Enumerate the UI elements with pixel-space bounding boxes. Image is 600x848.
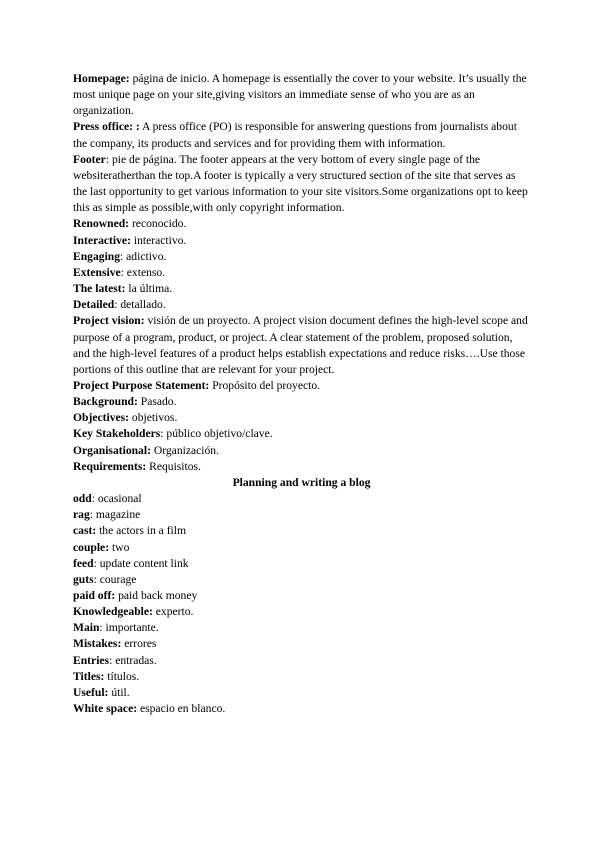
glossary-definition: : importante. (99, 621, 159, 635)
glossary-entry (73, 216, 530, 232)
glossary-definition: : magazine (89, 508, 141, 522)
glossary-definition: : update content link (93, 556, 189, 570)
glossary-definition: two (109, 540, 130, 554)
glossary-term: Project vision: (73, 314, 145, 328)
glossary-entry (73, 620, 530, 636)
glossary-term: Interactive: (73, 233, 131, 247)
glossary-definition: : ocasional (91, 492, 142, 506)
glossary-entry (73, 653, 530, 669)
glossary-definition: : entradas. (109, 653, 157, 667)
glossary-term: Footer (73, 152, 106, 166)
glossary-definition: : courage (93, 572, 137, 586)
glossary-entry (73, 459, 530, 475)
glossary-entry (73, 152, 530, 217)
section-heading: Planning and writing a blog (232, 475, 371, 489)
glossary-entry (73, 265, 530, 281)
glossary-term: Main (73, 621, 100, 635)
glossary-term: Renowned: (73, 217, 130, 231)
glossary-term: Detailed (73, 298, 115, 312)
glossary-definition: espacio en blanco. (137, 702, 226, 716)
glossary-entry (73, 378, 530, 394)
glossary-entry (73, 540, 530, 556)
glossary-content (73, 71, 530, 717)
glossary-definition: : pie de página. The footer appears at the very bottom of every single page of the websiteratherthan the top.A footer is typically a very structured section of the site that serves as the last opportunity to get various information to your site visitors.Some organizations opt to keep this as simple as possible,with only copyright information. (73, 152, 528, 215)
glossary-definition: página de inicio. A homepage is essentially the cover to your website. It’s usually the most unique page on your site,giving visitors an immediate sense of who you are as an organization. (73, 72, 527, 118)
glossary-entry (73, 313, 530, 378)
glossary-term: Press office: : (73, 120, 140, 134)
glossary-definition: experto. (152, 605, 194, 619)
glossary-entry (73, 71, 530, 119)
glossary-term: Organisational: (73, 443, 151, 457)
glossary-entry (73, 410, 530, 426)
glossary-list-web (73, 71, 530, 475)
glossary-term: Knowledgeable: (73, 605, 153, 619)
glossary-definition: visión de un proyecto. A project vision document defines the high-level scope and purpose of a program, product, or project. A clear statement of the problem, proposed solution, and the high-level features of a product helps establish expectations and reduce risks….Use those portions of this outline that are relevant for your project. (73, 314, 528, 376)
glossary-definition: Propósito del proyecto. (209, 378, 321, 392)
glossary-definition: interactivo. (130, 233, 187, 247)
glossary-term: The latest: (73, 282, 126, 296)
glossary-definition: la última. (125, 282, 173, 296)
glossary-term: rag (73, 508, 90, 522)
glossary-entry (73, 297, 530, 313)
glossary-definition: : adictivo. (120, 249, 167, 263)
glossary-entry (73, 507, 530, 523)
glossary-entry (73, 394, 530, 410)
glossary-term: odd (73, 492, 92, 506)
glossary-term: Objectives: (73, 411, 130, 425)
glossary-term: Background: (73, 395, 138, 409)
glossary-definition: títulos. (104, 669, 140, 683)
glossary-entry (73, 119, 530, 151)
glossary-term: cast: (73, 524, 97, 538)
glossary-list-blog (73, 491, 530, 717)
glossary-entry (73, 556, 530, 572)
glossary-definition: errores (121, 637, 157, 651)
glossary-entry (73, 233, 530, 249)
glossary-term: Engaging (73, 249, 121, 263)
glossary-entry (73, 588, 530, 604)
glossary-term: couple: (73, 540, 110, 554)
glossary-entry (73, 249, 530, 265)
glossary-definition: : detallado. (114, 298, 166, 312)
glossary-definition: Pasado. (137, 395, 177, 409)
glossary-entry (73, 523, 530, 539)
glossary-term: Project Purpose Statement: (73, 378, 210, 392)
glossary-term: paid off: (73, 589, 116, 602)
glossary-term: Extensive (73, 265, 121, 279)
glossary-definition: A press office (PO) is responsible for answering questions from journalists about the company, its products and services and for providing them with information. (73, 120, 517, 150)
glossary-term: Homepage: (73, 72, 130, 85)
glossary-entry (73, 281, 530, 297)
glossary-entry (73, 701, 530, 717)
glossary-entry (73, 443, 530, 459)
glossary-definition: Requisitos. (146, 459, 201, 473)
glossary-entry (73, 685, 530, 701)
glossary-entry (73, 636, 530, 652)
glossary-term: Key Stakeholders (73, 427, 161, 441)
glossary-term: Useful: (73, 685, 109, 699)
glossary-term: feed (73, 556, 94, 570)
glossary-definition: the actors in a film (96, 524, 187, 538)
glossary-term: guts (73, 572, 94, 586)
glossary-entry (73, 604, 530, 620)
glossary-entry (73, 572, 530, 588)
glossary-definition: objetivos. (129, 411, 178, 425)
glossary-entry (73, 669, 530, 685)
glossary-entry (73, 491, 530, 507)
glossary-definition: paid back money (115, 589, 198, 602)
glossary-definition: útil. (108, 685, 130, 699)
glossary-term: Mistakes: (73, 637, 122, 651)
glossary-entry (73, 426, 530, 442)
glossary-definition: Organización. (150, 443, 219, 457)
glossary-definition: : extenso. (120, 265, 166, 279)
glossary-term: Requirements: (73, 459, 147, 473)
glossary-term: Entries (73, 653, 110, 667)
glossary-definition: : público objetivo/clave. (160, 427, 273, 441)
glossary-term: Titles: (73, 669, 105, 683)
glossary-term: White space: (73, 702, 138, 716)
glossary-definition: reconocido. (129, 217, 187, 231)
